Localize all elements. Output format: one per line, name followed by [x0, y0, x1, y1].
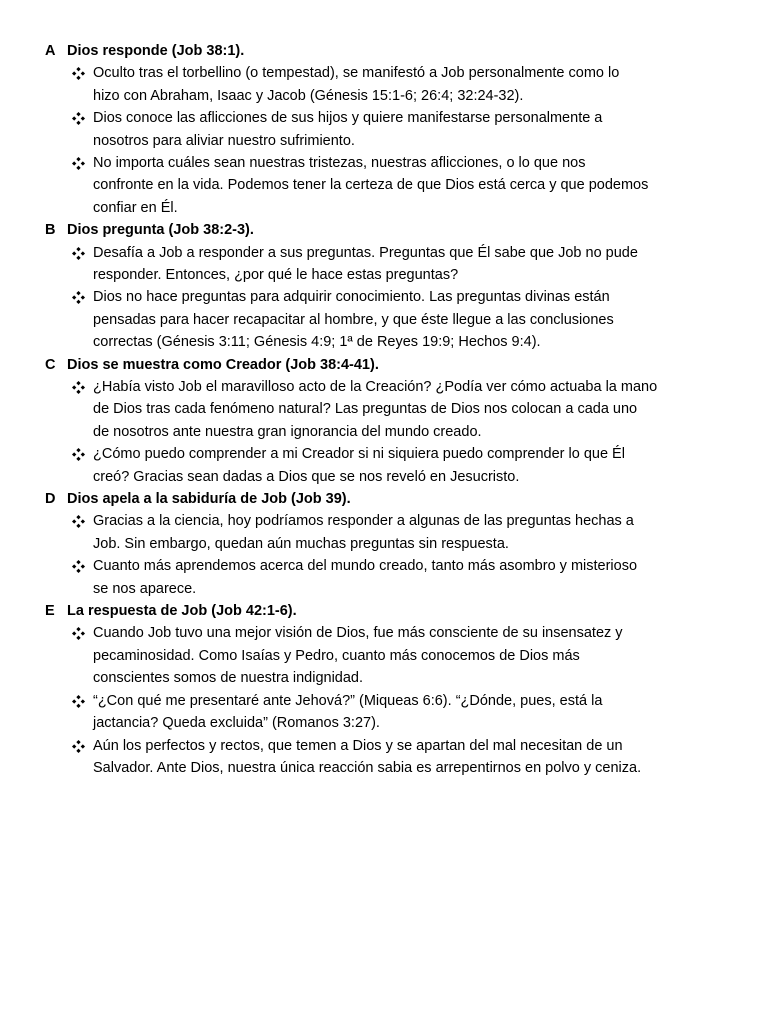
- bullet-text-line: Aún los perfectos y rectos, que temen a Dios y se apartan del mal necesitan de un: [93, 737, 623, 754]
- bullet-text-line: Gracias a la ciencia, hoy podríamos responder a algunas de las preguntas hechas a: [93, 513, 634, 530]
- bullet-text-line: “¿Con qué me presentaré ante Jehová?” (Miqueas 6:6). “¿Dónde, pues, está la: [93, 692, 603, 709]
- bullet-text-line: Dios conoce las aflicciones de sus hijos y quiere manifestarse personalmente a: [93, 110, 603, 127]
- bullet-text-line: conscientes somos de nuestra indignidad.: [93, 670, 364, 687]
- diamond-bullet-icon: [72, 112, 85, 125]
- bullet-text-line: hizo con Abraham, Isaac y Jacob (Génesis 15:1-6; 26:4; 32:24-32).: [93, 87, 524, 104]
- section-letter: A: [45, 43, 56, 59]
- bullet-text-line: pensadas para hacer recapacitar al hombre, y que éste llegue a las conclusiones: [93, 311, 614, 328]
- section-title: La respuesta de Job (Job 42:1-6).: [67, 603, 297, 620]
- section-b: [0, 219, 768, 353]
- bullet-item: [0, 242, 768, 287]
- bullet-text-line: creó? Gracias sean dadas a Dios que se nos reveló en Jesucristo.: [93, 468, 520, 485]
- section-heading: [0, 354, 768, 376]
- section-title: Dios responde (Job 38:1).: [67, 43, 245, 59]
- bullet-item: [0, 510, 768, 555]
- bullet-text-line: Job. Sin embargo, quedan aún muchas preguntas sin respuesta.: [93, 535, 509, 552]
- section-e: [0, 600, 768, 779]
- bullet-item: [0, 735, 768, 780]
- diamond-bullet-icon: [72, 515, 85, 528]
- section-heading: [0, 488, 768, 510]
- bullet-item: [0, 62, 768, 107]
- bullet-item: [0, 443, 768, 488]
- bullet-text-line: Salvador. Ante Dios, nuestra única reacción sabia es arrepentirnos en polvo y ceniza.: [93, 759, 642, 776]
- section-title: Dios pregunta (Job 38:2-3).: [67, 222, 254, 239]
- section-title: Dios se muestra como Creador (Job 38:4-41).: [67, 356, 379, 373]
- bullet-text-line: Cuando Job tuvo una mejor visión de Dios, fue más consciente de su insensatez y: [93, 625, 623, 642]
- section-heading: [0, 40, 768, 62]
- diamond-bullet-icon: [72, 627, 85, 640]
- bullet-text-line: No importa cuáles sean nuestras tristezas, nuestras aflicciones, o lo que nos: [93, 155, 586, 172]
- bullet-text-line: Desafía a Job a responder a sus preguntas. Preguntas que Él sabe que Job no pude: [93, 244, 638, 261]
- bullet-item: [0, 376, 768, 443]
- bullet-text-line: responder. Entonces, ¿por qué le hace estas preguntas?: [93, 267, 459, 284]
- section-a: [0, 40, 768, 219]
- bullet-text-line: nosotros para aliviar nuestro sufrimiento.: [93, 132, 355, 149]
- section-letter: C: [45, 356, 56, 373]
- section-letter: E: [45, 603, 55, 620]
- diamond-bullet-icon: [72, 157, 85, 170]
- section-letter: B: [45, 222, 56, 239]
- section-d: [0, 488, 768, 600]
- bullet-item: [0, 555, 768, 600]
- bullet-text-line: correctas (Génesis 3:11; Génesis 4:9; 1ª de Reyes 19:9; Hechos 9:4).: [93, 334, 541, 351]
- section-title: Dios apela a la sabiduría de Job (Job 39).: [67, 491, 351, 508]
- section-c: [0, 354, 768, 488]
- bullet-text-line: de nosotros ante nuestra gran ignorancia del mundo creado.: [93, 423, 482, 440]
- bullet-text-line: Cuanto más aprendemos acerca del mundo creado, tanto más asombro y misterioso: [93, 558, 638, 575]
- bullet-text-line: confiar en Él.: [93, 199, 178, 216]
- bullet-text-line: Oculto tras el torbellino (o tempestad), se manifestó a Job personalmente como lo: [93, 65, 620, 82]
- bullet-text-line: Dios no hace preguntas para adquirir conocimiento. Las preguntas divinas están: [93, 289, 610, 306]
- diamond-bullet-icon: [72, 247, 85, 260]
- diamond-bullet-icon: [72, 448, 85, 461]
- diamond-bullet-icon: [72, 67, 85, 80]
- bullet-text-line: jactancia? Queda excluida” (Romanos 3:27).: [93, 715, 380, 732]
- bullet-text-line: ¿Cómo puedo comprender a mi Creador si ni siquiera puedo comprender lo que Él: [93, 446, 625, 463]
- diamond-bullet-icon: [72, 695, 85, 708]
- diamond-bullet-icon: [72, 381, 85, 394]
- bullet-text-line: confronte en la vida. Podemos tener la certeza de que Dios está cerca y que podemos: [93, 177, 649, 194]
- bullet-item: [0, 107, 768, 152]
- bullet-text-line: pecaminosidad. Como Isaías y Pedro, cuanto más conocemos de Dios más: [93, 647, 580, 664]
- bullet-item: [0, 152, 768, 219]
- bullet-text-line: se nos aparece.: [93, 580, 197, 597]
- diamond-bullet-icon: [72, 560, 85, 573]
- bullet-item: [0, 690, 768, 735]
- diamond-bullet-icon: [72, 291, 85, 304]
- section-heading: [0, 600, 768, 622]
- bullet-text-line: de Dios tras cada fenómeno natural? Las preguntas de Dios nos colocan a cada uno: [93, 401, 638, 418]
- section-heading: [0, 219, 768, 241]
- bullet-item: [0, 622, 768, 689]
- bullet-item: [0, 286, 768, 353]
- diamond-bullet-icon: [72, 740, 85, 753]
- document-page: [0, 40, 768, 779]
- bullet-text-line: ¿Había visto Job el maravilloso acto de la Creación? ¿Podía ver cómo actuaba la mano: [93, 379, 658, 396]
- section-letter: D: [45, 491, 56, 508]
